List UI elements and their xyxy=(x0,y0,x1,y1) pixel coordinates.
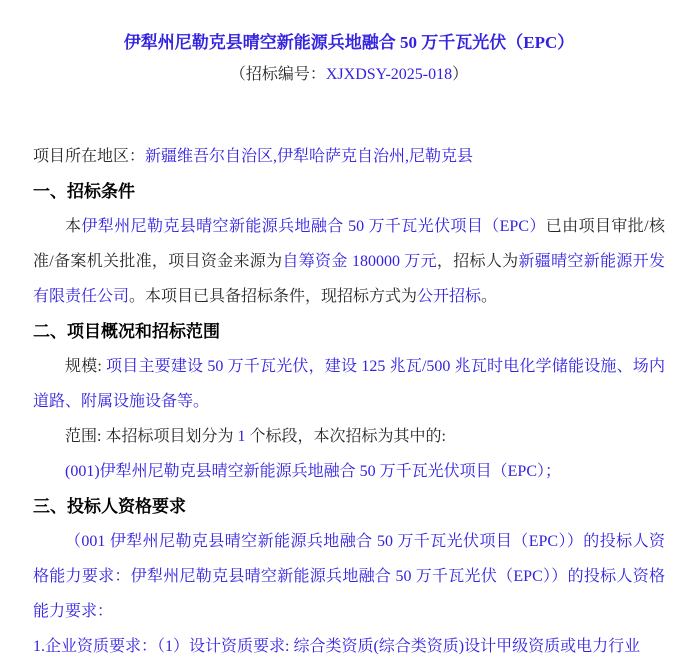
project-location-line xyxy=(33,139,665,174)
tender-conditions-paragraph xyxy=(33,209,665,314)
document-title: 伊犁州尼勒克县晴空新能源兵地融合 50 万千瓦光伏（EPC） xyxy=(123,33,575,52)
enterprise-qualification-paragraph xyxy=(33,629,665,664)
tender-number-suffix: ） xyxy=(452,66,469,83)
tender-number: XJXDSY-2025-018 xyxy=(325,66,453,83)
text-segment: 。 xyxy=(481,288,498,305)
scale-value: 项目主要建设 50 万千瓦光伏，建设 125 兆瓦/500 兆瓦时电化学储能设施、场内道路、附属设施设备等。 xyxy=(33,358,665,410)
funding-source-value: 自筹资金 180000 万元 xyxy=(282,253,437,270)
text-segment: 已由项目审批/核准/备案机关批准，项目资金来源为 xyxy=(33,218,665,270)
qualification-requirements-text: （001 伊犁州尼勒克县晴空新能源兵地融合 50 万千瓦光伏项目（EPC））的投标人资格能力要求：伊犁州尼勒克县晴空新能源兵地融合 50 万千瓦光伏（EPC））的投标人资格能力要求： xyxy=(33,533,665,620)
tenderer-name-value: 新疆晴空新能源开发有限责任公司 xyxy=(33,253,665,305)
qualification-requirements-paragraph xyxy=(33,524,665,629)
lot-count-value: 1 xyxy=(237,428,246,445)
project-location-value: 新疆维吾尔自治区,伊犁哈萨克自治州,尼勒克县 xyxy=(145,148,474,165)
scale-label: 规模: xyxy=(65,358,107,375)
project-scope-paragraph xyxy=(33,419,665,454)
section-heading-project-overview: 二、项目概况和招标范围 xyxy=(33,322,220,341)
section-heading-bidder-qualification: 三、投标人资格要求 xyxy=(33,497,186,516)
project-scale-paragraph xyxy=(33,349,665,419)
tender-number-prefix: （招标编号： xyxy=(229,66,326,83)
project-location-label: 项目所在地区： xyxy=(33,148,146,165)
text-segment: ，招标人为 xyxy=(436,253,519,270)
enterprise-qualification-text: 1.企业资质要求：（1）设计资质要求: 综合类资质(综合类资质)设计甲级资质或电力行业 xyxy=(33,638,641,655)
project-name-value: 伊犁州尼勒克县晴空新能源兵地融合 50 万千瓦光伏项目（EPC） xyxy=(81,218,546,235)
tender-number-line xyxy=(33,59,665,91)
scope-label-tail: 个标段，本次招标为其中的: xyxy=(245,428,446,445)
scope-label: 范围: 本招标项目划分为 xyxy=(65,428,238,445)
text-segment: 本 xyxy=(65,218,82,235)
tender-method-value: 公开招标 xyxy=(417,288,482,305)
section-heading-tender-conditions: 一、招标条件 xyxy=(33,182,135,201)
lot-item-line xyxy=(33,454,665,489)
lot-item-value: (001)伊犁州尼勒克县晴空新能源兵地融合 50 万千瓦光伏项目（EPC）； xyxy=(65,463,562,480)
text-segment: 。本项目已具备招标条件，现招标方式为 xyxy=(129,288,418,305)
title-spacer xyxy=(33,91,665,139)
